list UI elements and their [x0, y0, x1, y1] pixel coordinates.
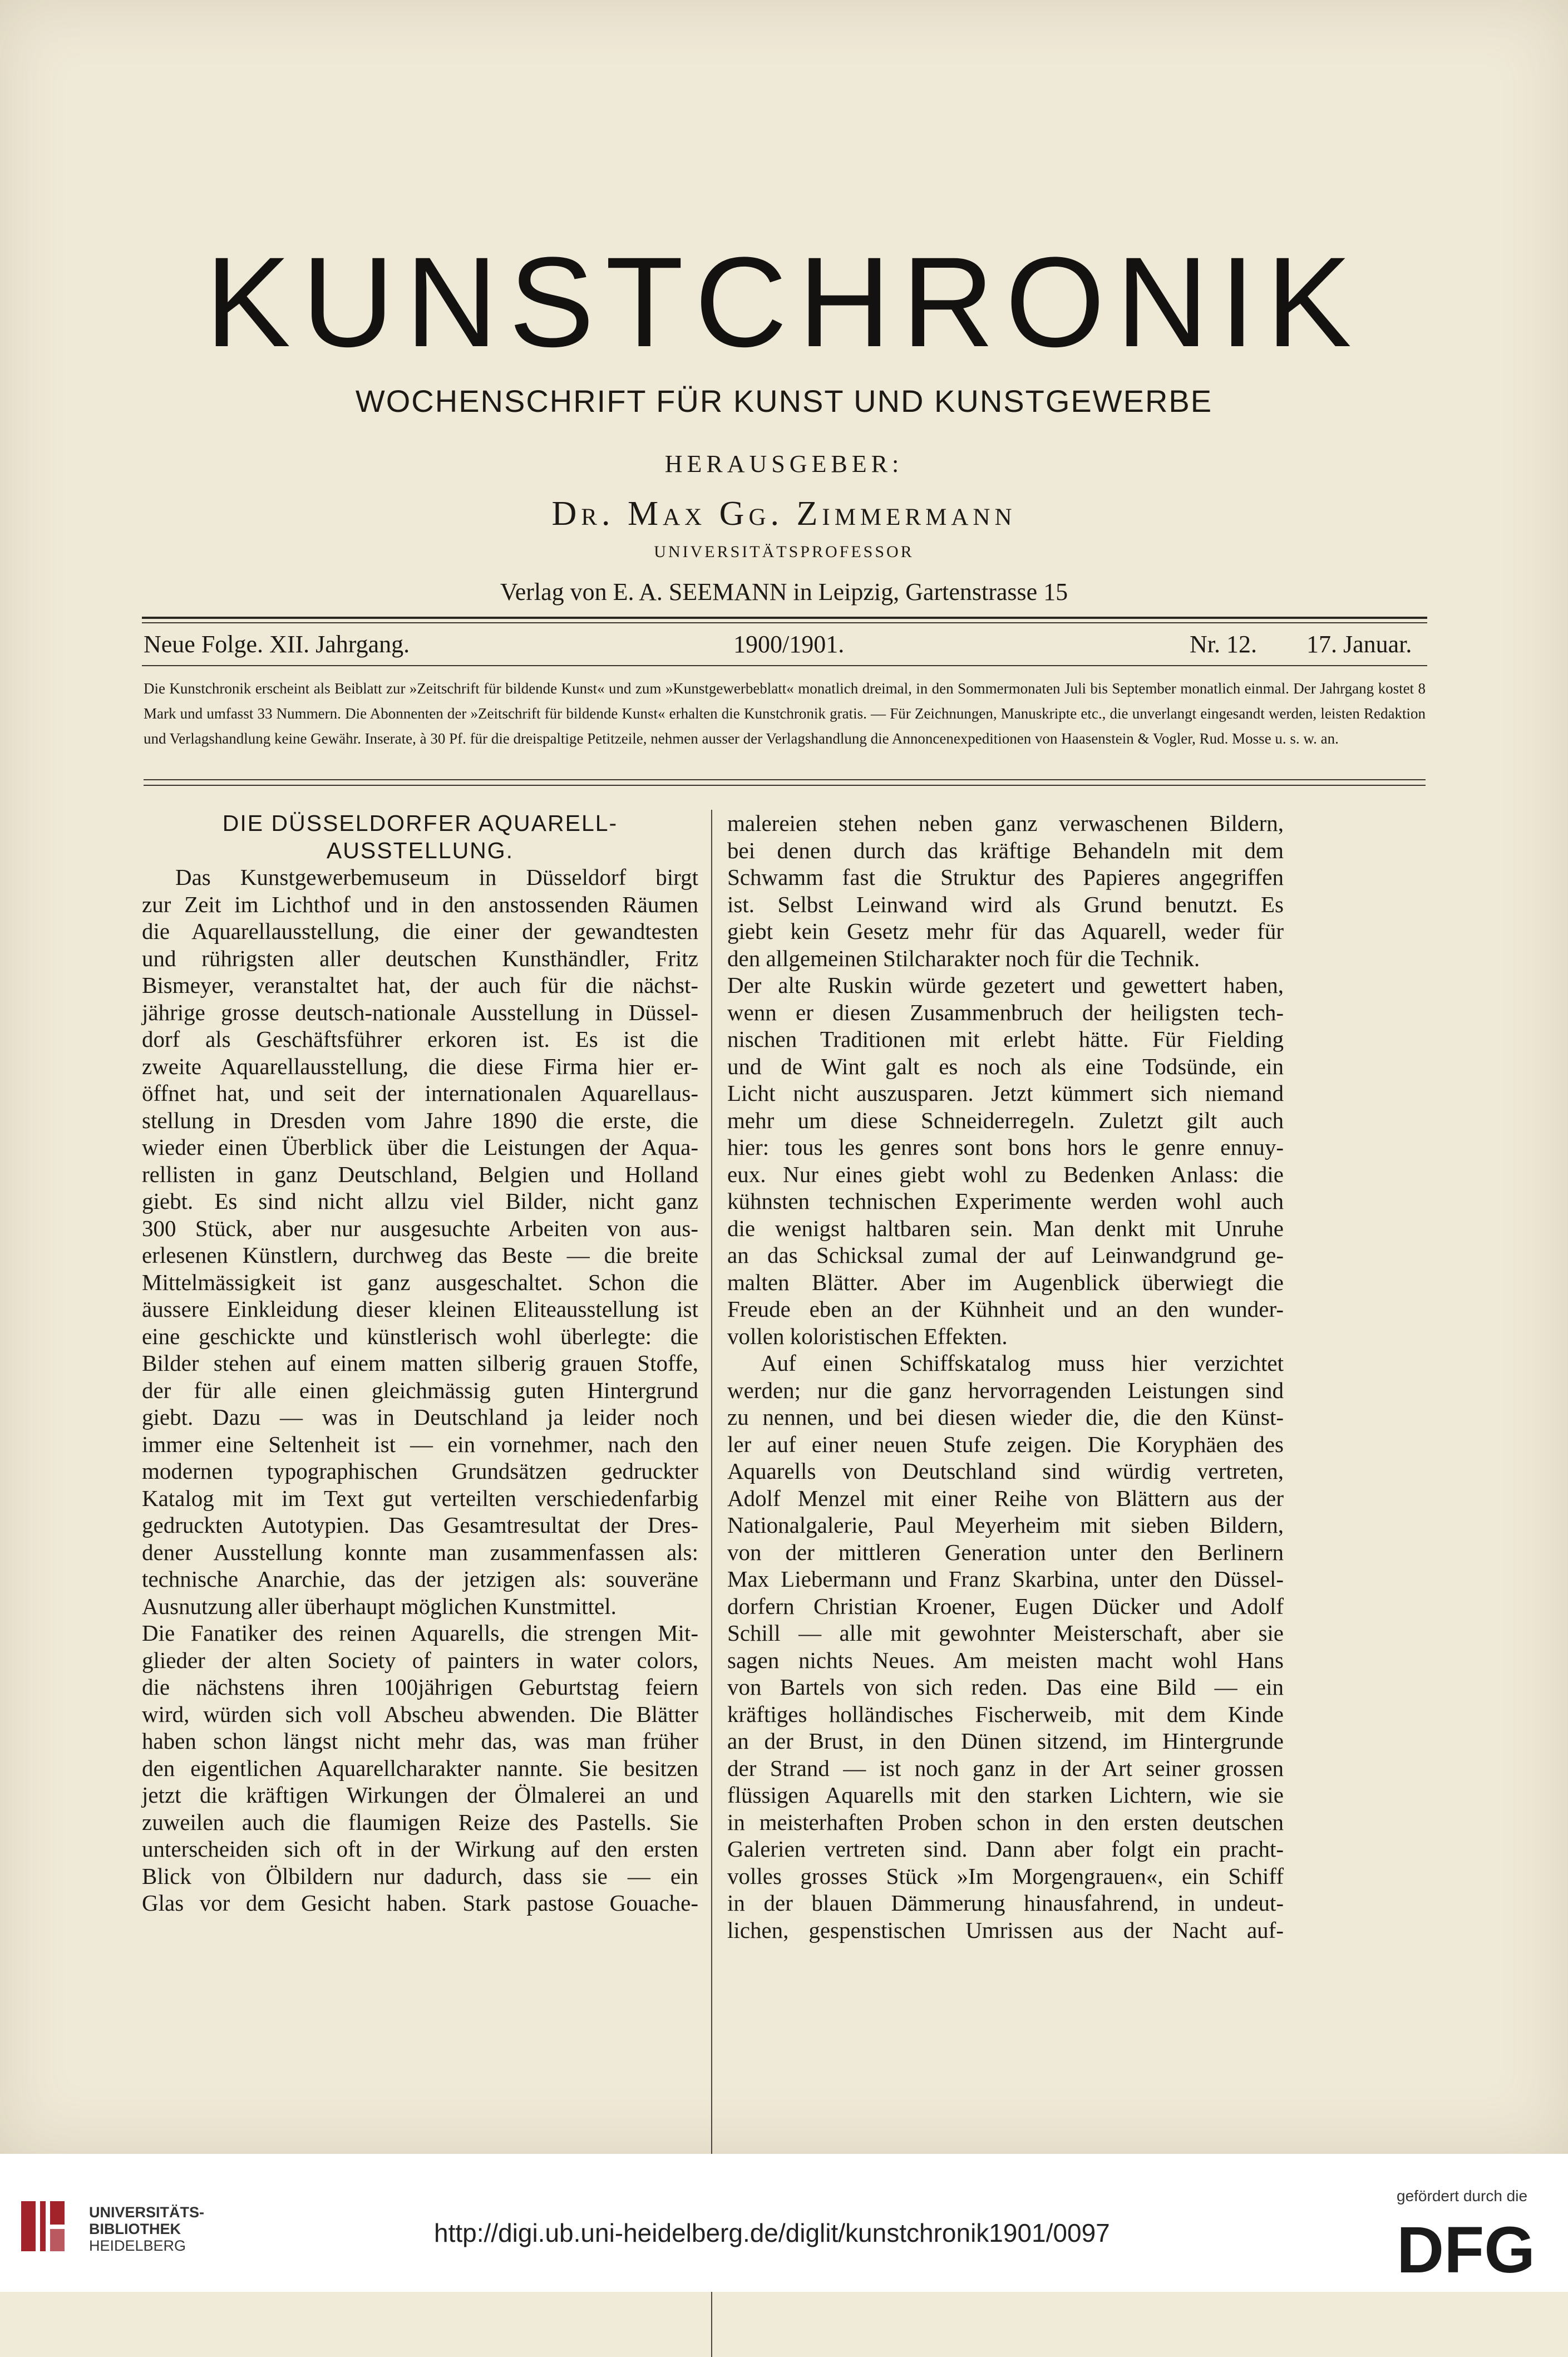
right-line: hier: tous les genres sont bons hors le genre ennuy-	[727, 1134, 1284, 1160]
column-separator	[711, 810, 712, 2357]
left-line: glieder der alten Society of painters in water colors,	[142, 1647, 698, 1673]
university-library-logo-icon	[16, 2196, 69, 2257]
right-line: kühnsten technischen Experimente werden wohl auch	[727, 1188, 1284, 1214]
header-rule-top-thin	[142, 622, 1427, 623]
right-line: malten Blätter. Aber im Augenblick überwiegt die	[727, 1269, 1284, 1295]
right-line: ist. Selbst Leinwand wird als Grund benutzt. Es	[727, 891, 1284, 917]
right-line: Adolf Menzel mit einer Reihe von Blättern aus der	[727, 1485, 1284, 1511]
left-line: dorf als Geschäftsführer erkoren ist. Es ist die	[142, 1026, 698, 1052]
issue-series: Neue Folge. XII. Jahrgang.	[144, 631, 410, 658]
right-line: Der alte Ruskin würde gezetert und gewettert haben,	[727, 972, 1284, 998]
right-line: kräftiges holländisches Fischerweib, mit dem Kinde	[727, 1701, 1284, 1727]
left-line: Katalog mit im Text gut verteilten verschiedenfarbig	[142, 1485, 698, 1511]
right-line: nischen Traditionen mit erlebt hätte. Für Fielding	[727, 1026, 1284, 1052]
right-line: Nationalgalerie, Paul Meyerheim mit sieben Bildern,	[727, 1512, 1284, 1538]
right-line: den allgemeinen Stilcharakter noch für die Technik.	[727, 945, 1200, 971]
left-line: modernen typographischen Grundsätzen gedruckter	[142, 1458, 698, 1484]
left-line: giebt. Dazu — was in Deutschland ja leider noch	[142, 1404, 698, 1430]
dfg-logo	[1397, 2218, 1552, 2279]
right-line: in meisterhaften Proben schon in den ersten deutschen	[727, 1809, 1284, 1835]
left-line: äussere Einkleidung dieser kleinen Eliteausstellung ist	[142, 1296, 698, 1322]
article-column-right	[727, 810, 1284, 1943]
issue-date: 17. Januar.	[1306, 631, 1412, 658]
right-line: Licht nicht auszusparen. Jetzt kümmert sich niemand	[727, 1080, 1284, 1106]
left-line: immer eine Seltenheit ist — ein vornehmer, nach den	[142, 1431, 698, 1457]
left-line: Mittelmässigkeit ist ganz ausgeschaltet. Schon die	[142, 1269, 698, 1295]
right-line: giebt kein Gesetz mehr für das Aquarell, weder für	[727, 918, 1284, 944]
left-line: dener Ausstellung konnte man zusammenfassen als:	[142, 1539, 698, 1565]
masthead-subtitle: WOCHENSCHRIFT FÜR KUNST UND KUNSTGEWERBE	[355, 383, 1213, 419]
right-line: Schill — alle mit gewohnter Meisterschaft, aber sie	[727, 1620, 1284, 1646]
right-line: werden; nur die ganz hervorragenden Leistungen sind	[727, 1377, 1284, 1403]
left-line: Glas vor dem Gesicht haben. Stark pastose Gouache-	[142, 1890, 698, 1916]
right-line: sagen nichts Neues. Am meisten macht wohl Hans	[727, 1647, 1284, 1673]
left-line: giebt. Es sind nicht allzu viel Bilder, nicht ganz	[142, 1188, 698, 1214]
left-line: unterscheiden sich oft in der Wirkung auf den ersten	[142, 1836, 698, 1862]
right-line: an der Brust, in den Dünen sitzend, im Hintergrunde	[727, 1728, 1284, 1754]
right-line: Auf einen Schiffskatalog muss hier verzichtet	[761, 1350, 1284, 1376]
right-line: Schwamm fast die Struktur des Papieres angegriffen	[727, 864, 1284, 890]
university-library-name	[89, 2204, 204, 2254]
permalink-url[interactable]: http://digi.ub.uni-heidelberg.de/diglit/kunstchronik1901/0097	[434, 2218, 1110, 2247]
dfg-logo-text: DFG	[1397, 2218, 1536, 2279]
right-line: die wenigst haltbaren sein. Man denkt mit Unruhe	[727, 1215, 1284, 1241]
left-line: zweite Aquarellausstellung, die diese Firma hier er-	[142, 1053, 698, 1079]
left-line: 300 Stück, aber nur ausgesuchte Arbeiten von aus-	[142, 1215, 698, 1241]
left-line: erlesenen Künstlern, durchweg das Beste — die breite	[142, 1242, 698, 1268]
left-line: haben schon längst nicht mehr das, was man früher	[142, 1728, 698, 1754]
header-rule-top	[142, 617, 1427, 619]
left-line: Das Kunstgewerbemuseum in Düsseldorf birgt	[175, 864, 698, 890]
right-line: mehr um diese Schneiderregeln. Zuletzt gilt auch	[727, 1107, 1284, 1133]
right-line: Galerien vertreten sind. Dann aber folgt ein pracht-	[727, 1836, 1284, 1862]
library-name-line1: UNIVERSITÄTS-	[89, 2204, 205, 2221]
right-line: von der mittleren Generation unter den Berlinern	[727, 1539, 1284, 1565]
notice-rule-double	[144, 785, 1426, 786]
right-line: dorfern Christian Kroener, Eugen Dücker und Adolf	[727, 1593, 1284, 1619]
left-line: jetzt die kräftigen Wirkungen der Ölmalerei an und	[142, 1782, 698, 1808]
right-line: eux. Nur eines giebt wohl zu Bedenken Anlass: die	[727, 1161, 1284, 1187]
left-line: Ausnutzung aller überhaupt möglichen Kunstmittel.	[142, 1593, 617, 1619]
editor-label: HERAUSGEBER:	[664, 450, 904, 478]
left-line: gedruckten Autotypien. Das Gesamtresultat der Dres-	[142, 1512, 698, 1538]
right-line: zu nennen, und bei diesen wieder die, die den Künst-	[727, 1404, 1284, 1430]
left-line: und rührigsten aller deutschen Kunsthändler, Fritz	[142, 945, 698, 971]
left-line: zuweilen auch die flaumigen Reize des Pastells. Sie	[142, 1809, 698, 1835]
left-line: die Aquarellausstellung, die einer der gewandtesten	[142, 918, 698, 944]
notice-rule	[144, 779, 1426, 780]
library-name-line3: HEIDELBERG	[89, 2237, 186, 2254]
issue-line	[144, 630, 1426, 663]
left-line: jährige grosse deutsch-nationale Ausstellung in Düssel-	[142, 999, 698, 1025]
right-line: Max Liebermann und Franz Skarbina, unter den Düssel-	[727, 1566, 1284, 1592]
right-line: der Strand — ist noch ganz in der Art seiner grossen	[727, 1755, 1284, 1781]
left-line: öffnet hat, und seit der internationalen Aquarellaus-	[142, 1080, 698, 1106]
right-line: Freude eben an der Kühnheit und an den wunder-	[727, 1296, 1284, 1322]
article-column-left	[142, 810, 698, 1917]
left-line: den eigentlichen Aquarellcharakter nannte. Sie besitzen	[142, 1755, 698, 1781]
left-line: rellisten in ganz Deutschland, Belgien und Holland	[142, 1161, 698, 1187]
funding-label: gefördert durch die	[1397, 2187, 1528, 2205]
issue-number: Nr. 12.	[1190, 631, 1257, 658]
right-line: bei denen durch das kräftige Behandeln mit dem	[727, 837, 1284, 863]
left-line: eine geschickte und künstlerisch wohl überlegte: die	[142, 1323, 698, 1349]
right-line: und de Wint galt es noch als eine Todsünde, ein	[727, 1053, 1284, 1079]
left-line: Bismeyer, veranstaltet hat, der auch für die nächst-	[142, 972, 698, 998]
issue-years: 1900/1901.	[733, 631, 845, 658]
left-line: die nächstens ihren 100jährigen Geburtstag feiern	[142, 1674, 698, 1700]
right-line: wenn er diesen Zusammenbruch der heiligsten tech-	[727, 999, 1284, 1025]
left-line: der für alle einen gleichmässig guten Hintergrund	[142, 1377, 698, 1403]
left-line: Die Fanatiker des reinen Aquarells, die strengen Mit-	[142, 1620, 698, 1646]
right-line: vollen koloristischen Effekten.	[727, 1323, 1008, 1349]
right-line: malereien stehen neben ganz verwaschenen Bildern,	[727, 810, 1284, 836]
left-line: zur Zeit im Lichthof und in den anstossenden Räumen	[142, 891, 698, 917]
right-line: Aquarells von Deutschland sind würdig vertreten,	[727, 1458, 1284, 1484]
masthead-title: KUNSTCHRONIK	[205, 230, 1363, 373]
library-name-line2: BIBLIOTHEK	[89, 2221, 181, 2237]
right-line: in der blauen Dämmerung hinausfahrend, in undeut-	[727, 1890, 1284, 1916]
right-line: von Bartels von sich reden. Das eine Bild — ein	[727, 1674, 1284, 1700]
right-line: volles grosses Stück »Im Morgengrauen«, ein Schiff	[727, 1863, 1284, 1889]
article-heading-line1: DIE DÜSSELDORFER AQUARELL-	[222, 810, 618, 836]
left-line: stellung in Dresden vom Jahre 1890 die erste, die	[142, 1107, 698, 1133]
publisher-line: Verlag von E. A. SEEMANN in Leipzig, Gartenstrasse 15	[500, 578, 1068, 606]
right-line: ler auf einer neuen Stufe zeigen. Die Koryphäen des	[727, 1431, 1284, 1457]
issue-rule	[142, 665, 1427, 666]
article-heading-line2: AUSSTELLUNG.	[326, 837, 514, 863]
right-line: lichen, gespenstischen Umrissen aus der Nacht auf-	[727, 1917, 1284, 1943]
right-line: flüssigen Aquarells mit den starken Lichtern, wie sie	[727, 1782, 1284, 1808]
left-line: technische Anarchie, das der jetzigen als: souveräne	[142, 1566, 698, 1592]
editor-name: Dr. Max Gg. Zimmermann	[551, 495, 1017, 533]
right-line: an das Schicksal zumal der auf Leinwandgrund ge-	[727, 1242, 1284, 1268]
editor-title: UNIVERSITÄTSPROFESSOR	[654, 543, 914, 561]
left-line: Bilder stehen auf einem matten silberig grauen Stoffe,	[142, 1350, 698, 1376]
left-line: Blick von Ölbildern nur dadurch, dass sie — ein	[142, 1863, 698, 1889]
left-line: wird, würden sich voll Abscheu abwenden. Die Blätter	[142, 1701, 698, 1727]
subscription-notice: Die Kunstchronik erscheint als Beiblatt zur »Zeitschrift für bildende Kunst« und zum »Kunstgewerbeblatt« monatlich dreimal, in den Sommermonaten Juli bis September monatlich einmal. Der Jahrgang kostet 8 Mark und umfasst 33 Nummern. Die Abonnenten der »Zeitschrift für bildende Kunst« erhalten die Kunstchronik gratis. — Für Zeichnungen, Manuskripte etc., die unverlangt eingesandt werden, leisten Redaktion und Verlagshandlung keine Gewähr. Inserate, à 30 Pf. für die dreispaltige Petitzeile, nehmen ausser der Verlagshandlung die Annoncenexpeditionen von Haasenstein & Vogler, Rud. Mosse u. s. w. an.	[144, 680, 1426, 747]
left-line: wieder einen Überblick über die Leistungen der Aqua-	[142, 1134, 698, 1160]
